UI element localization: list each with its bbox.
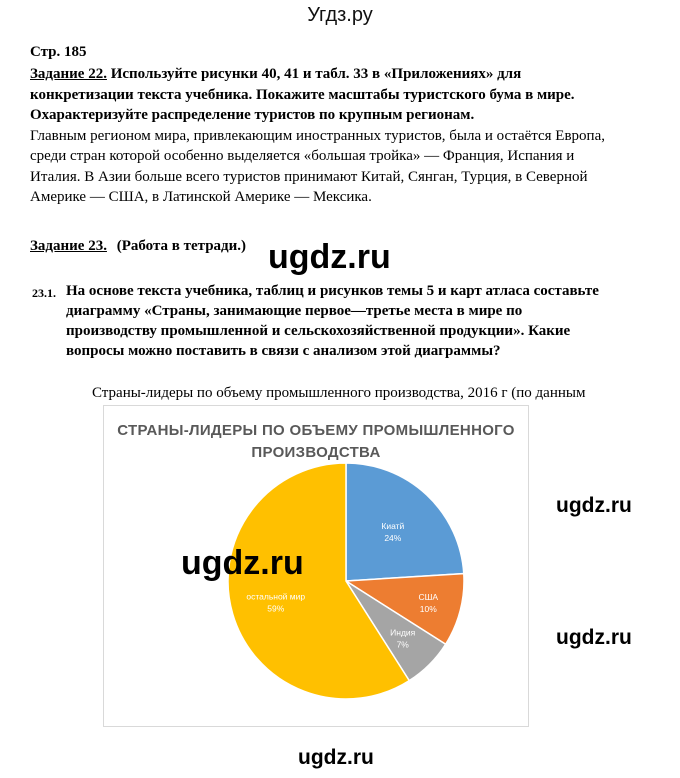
question-number: 23.1. bbox=[32, 286, 56, 300]
question-line-1: На основе текста учебника, таблиц и рисунков темы 5 и карт атласа составьте bbox=[66, 283, 599, 299]
task-22-answer bbox=[30, 126, 650, 208]
pie-slice-label-2: Индия bbox=[390, 627, 416, 638]
question-line-3: производству промышленной и сельскохозяйственной продукции». Какие bbox=[66, 323, 571, 339]
pie-slice-label-1: США bbox=[418, 592, 439, 603]
pie-slice-value-0: 24% bbox=[384, 533, 402, 544]
page-reference: Стр. 185 bbox=[30, 44, 87, 60]
task-22-prompt-line-2: конкретизации текста учебника. Покажите масштабы туристского бума в мире. bbox=[30, 86, 575, 103]
question-text bbox=[66, 281, 656, 361]
pie-chart-svg bbox=[104, 406, 528, 726]
chart-caption: Страны-лидеры по объему промышленного производства, 2016 г (по данным bbox=[92, 385, 586, 401]
task-22-prompt bbox=[30, 64, 650, 126]
task-22-answer-line-1: Главным регионом мира, привлекающим иностранных туристов, была и остаётся Европа, bbox=[30, 127, 605, 144]
site-header-title: Угдз.ру bbox=[307, 4, 373, 26]
watermark-right-lower: ugdz.ru bbox=[556, 626, 632, 649]
chart-title-line-1: СТРАНЫ-ЛИДЕРЫ ПО ОБЪЕМУ ПРОМЫШЛЕННОГО bbox=[117, 422, 515, 439]
task-22-answer-line-3: Италия. В Азии больше всего туристов принимают Китай, Сянган, Турция, в Северной bbox=[30, 168, 588, 185]
pie-slice-label-0: Киатй bbox=[381, 521, 405, 532]
task-23-note: (Работа в тетради.) bbox=[116, 238, 247, 254]
pie-slice-value-3: 59% bbox=[267, 603, 285, 614]
task-23-heading bbox=[30, 238, 246, 255]
watermark-mid: ugdz.ru bbox=[268, 238, 391, 276]
watermark-chart-left: ugdz.ru bbox=[181, 544, 304, 582]
task-22-prompt-line-1: Используйте рисунки 40, 41 и табл. 33 в «Приложениях» для bbox=[106, 66, 522, 82]
task-22-prompt-line-3: Охарактеризуйте распределение туристов по крупным регионам. bbox=[30, 107, 475, 123]
task-22-answer-line-4: Америке — США, в Латинской Америке — Мексика. bbox=[30, 189, 372, 205]
question-line-2: диаграмму «Страны, занимающие первое—третье места в мире по bbox=[66, 303, 523, 319]
pie-slice-value-2: 7% bbox=[396, 639, 409, 650]
task-23-label: Задание 23. bbox=[30, 238, 107, 254]
task-22-label: Задание 22. bbox=[30, 66, 107, 82]
watermark-right-upper: ugdz.ru bbox=[556, 494, 632, 517]
pie-slice-label-3: остальной мир bbox=[246, 591, 306, 602]
watermark-bottom: ugdz.ru bbox=[298, 746, 374, 769]
pie-slice-value-1: 10% bbox=[419, 604, 437, 615]
task-22-answer-line-2: среди стран которой особенно выделяется «большая тройка» — Франция, Испания и bbox=[30, 148, 575, 164]
pie-chart bbox=[103, 405, 529, 727]
pie-slice-0 bbox=[346, 463, 464, 581]
chart-title-line-2: ПРОИЗВОДСТВА bbox=[251, 444, 381, 461]
question-line-4: вопросы можно поставить в связи с анализом этой диаграммы? bbox=[66, 343, 501, 359]
task-22-block bbox=[30, 64, 650, 208]
